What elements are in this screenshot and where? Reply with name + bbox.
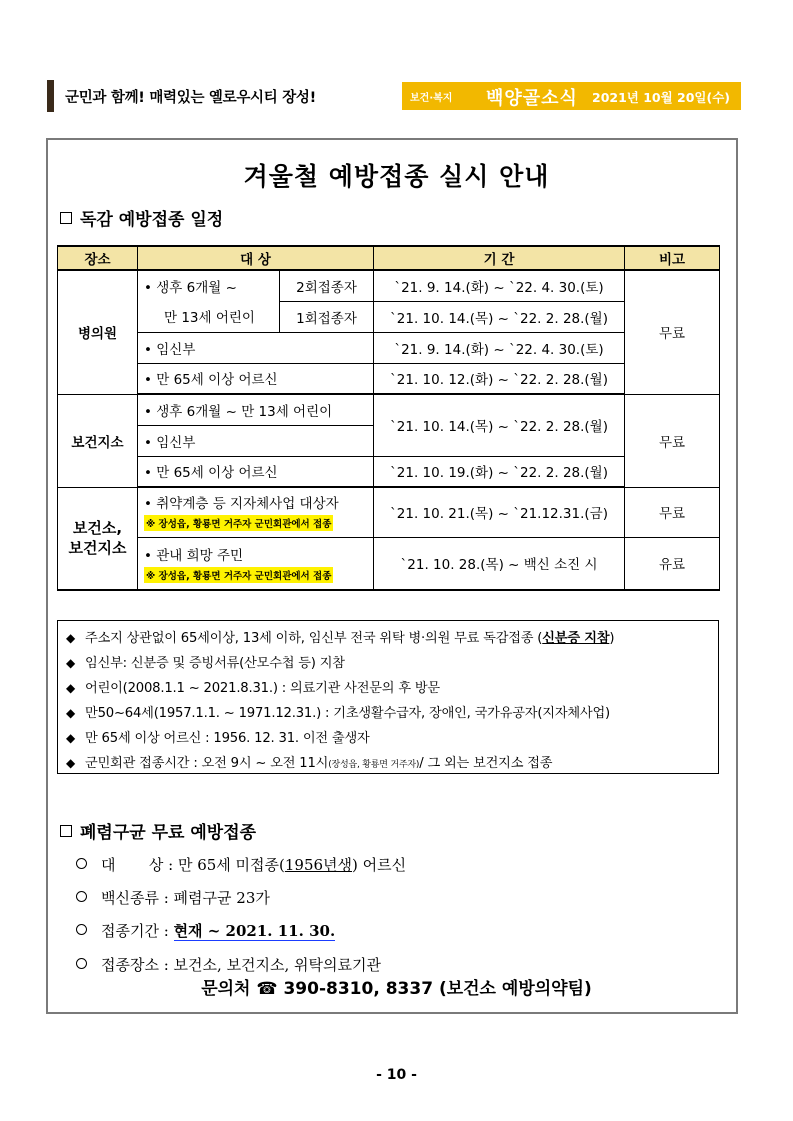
period-cell: `21. 9. 14.(화) ~ `22. 4. 30.(토) bbox=[374, 270, 625, 301]
note-text: 만50~64세(1957.1.1. ~ 1971.12.31.) : 기초생활수급자, 장애인, 국가유공자(지자체사업) bbox=[85, 706, 610, 721]
pneumo-section-heading bbox=[60, 818, 256, 843]
table-row bbox=[58, 456, 720, 487]
target-pregnant: • 임신부 bbox=[138, 425, 374, 456]
item-label: 백신종류 bbox=[101, 889, 159, 907]
pneumo-period bbox=[76, 920, 335, 941]
item-label: 접종장소 bbox=[101, 956, 159, 974]
target-vulnerable bbox=[138, 487, 374, 537]
square-bullet-icon bbox=[60, 212, 72, 224]
table-row bbox=[58, 537, 720, 590]
circle-bullet-icon bbox=[76, 891, 87, 902]
circle-bullet-icon bbox=[76, 958, 87, 969]
diamond-bullet-icon: ◆ bbox=[66, 731, 76, 745]
column-header: 장소 bbox=[58, 246, 138, 270]
item-text: : 폐렴구균 23가 bbox=[158, 889, 270, 907]
table-row bbox=[58, 363, 720, 394]
pneumo-target bbox=[76, 854, 406, 875]
period-cell: `21. 10. 28.(목) ~ 백신 소진 시 bbox=[374, 537, 625, 590]
place-branch: 보건지소 bbox=[58, 394, 138, 487]
note-line bbox=[66, 652, 345, 671]
item-text: ) 어르신 bbox=[352, 856, 407, 874]
column-header: 대 상 bbox=[138, 246, 374, 270]
diamond-bullet-icon: ◆ bbox=[66, 681, 76, 695]
item-label: 접종기간 bbox=[101, 922, 159, 940]
pneumo-heading-text: 폐렴구균 무료 예방접종 bbox=[80, 823, 257, 843]
notes-box bbox=[57, 620, 719, 774]
pneumo-vaccine bbox=[76, 887, 270, 908]
circle-bullet-icon bbox=[76, 858, 87, 869]
item-text: : 보건소, 보건지소, 위탁의료기관 bbox=[158, 956, 382, 974]
note-text: 임신부: 신분증 및 증빙서류(산모수첩 등) 지참 bbox=[85, 656, 345, 671]
page-title: 겨울철 예방접종 실시 안내 bbox=[243, 162, 550, 191]
header-date: 2021년 10월 20일(수) bbox=[592, 90, 731, 105]
dose-2: 2회접종자 bbox=[280, 270, 374, 301]
column-header: 기 간 bbox=[374, 246, 625, 270]
place-center-line2: 보건지소 bbox=[68, 539, 127, 558]
item-period-value: 현재 ~ 2021. 11. 30. bbox=[173, 922, 336, 940]
note-line bbox=[66, 627, 614, 646]
note-text: 군민회관 접종시간 : 오전 9시 ~ 오전 11시 bbox=[85, 756, 329, 771]
note-line bbox=[66, 677, 440, 696]
note-line bbox=[66, 727, 370, 746]
period-cell: `21. 10. 14.(목) ~ `22. 2. 28.(월) bbox=[374, 394, 625, 456]
period-cell: `21. 10. 12.(화) ~ `22. 2. 28.(월) bbox=[374, 363, 625, 394]
place-center bbox=[58, 487, 138, 590]
flu-schedule-table bbox=[57, 245, 720, 591]
target-elderly: • 만 65세 이상 어르신 bbox=[138, 456, 374, 487]
circle-bullet-icon bbox=[76, 924, 87, 935]
target-elderly: • 만 65세 이상 어르신 bbox=[138, 363, 374, 394]
target-child: • 생후 6개월 ~ 만 13세 어린이 bbox=[138, 394, 374, 425]
header-newsletter-box bbox=[402, 82, 741, 110]
contact-info: 문의처 ☎ 390-8310, 8337 (보건소 예방의약팀) bbox=[201, 979, 592, 999]
note-text: 어린이(2008.1.1 ~ 2021.8.31.) : 의료기관 사전문의 후 방문 bbox=[85, 681, 440, 696]
header-accent-bar bbox=[47, 80, 54, 112]
target-residents-text: • 관내 희망 주민 bbox=[144, 547, 244, 564]
location-note: ※ 장성읍, 황룡면 거주자 군민회관에서 접종 bbox=[144, 515, 333, 531]
flu-heading-text: 독감 예방접종 일정 bbox=[80, 210, 224, 230]
note-text: ) bbox=[609, 631, 615, 646]
target-child-line2: 만 13세 어린이 bbox=[138, 301, 280, 332]
note-text: / 그 외는 보건지소 접종 bbox=[419, 756, 553, 771]
dose-1: 1회접종자 bbox=[280, 301, 374, 332]
fee-cell: 유료 bbox=[625, 537, 720, 590]
square-bullet-icon bbox=[60, 825, 72, 837]
note-line bbox=[66, 752, 552, 771]
period-cell: `21. 10. 19.(화) ~ `22. 2. 28.(월) bbox=[374, 456, 625, 487]
note-line bbox=[66, 702, 610, 721]
column-header: 비고 bbox=[625, 246, 720, 270]
header-section: 보건·복지 bbox=[410, 93, 453, 104]
place-center-line1: 보건소, bbox=[72, 519, 123, 538]
note-emphasis: 신분증 지참 bbox=[542, 631, 610, 646]
note-text: 주소지 상관없이 65세이상, 13세 이하, 임신부 전국 위탁 병·의원 무료 독감접종 ( bbox=[85, 631, 543, 646]
table-row bbox=[58, 487, 720, 537]
diamond-bullet-icon: ◆ bbox=[66, 631, 76, 645]
diamond-bullet-icon: ◆ bbox=[66, 756, 76, 770]
target-residents bbox=[138, 537, 374, 590]
header-slogan: 군민과 함께! 매력있는 옐로우시티 장성! bbox=[65, 90, 316, 106]
page-number: - 10 - bbox=[376, 1067, 417, 1083]
fee-cell: 무료 bbox=[625, 394, 720, 487]
page-header bbox=[47, 80, 741, 112]
location-note: ※ 장성읍, 황룡면 거주자 군민회관에서 접종 bbox=[144, 567, 333, 583]
flu-section-heading bbox=[60, 205, 223, 230]
table-row bbox=[58, 394, 720, 425]
pneumo-place bbox=[76, 954, 381, 975]
table-row bbox=[58, 332, 720, 363]
item-year: 1956년생 bbox=[284, 856, 353, 874]
place-hospital: 병의원 bbox=[58, 270, 138, 394]
item-label: 대 상 bbox=[101, 856, 164, 874]
period-cell: `21. 10. 14.(목) ~ `22. 2. 28.(월) bbox=[374, 301, 625, 332]
diamond-bullet-icon: ◆ bbox=[66, 656, 76, 670]
diamond-bullet-icon: ◆ bbox=[66, 706, 76, 720]
period-cell: `21. 9. 14.(화) ~ `22. 4. 30.(토) bbox=[374, 332, 625, 363]
fee-cell: 무료 bbox=[625, 270, 720, 394]
target-pregnant: • 임신부 bbox=[138, 332, 374, 363]
table-row bbox=[58, 270, 720, 301]
table-header-row bbox=[58, 246, 720, 270]
target-child-line1: • 생후 6개월 ~ bbox=[138, 270, 280, 301]
header-newsletter-name: 백양골소식 bbox=[486, 88, 578, 109]
target-vulnerable-text: • 취약계층 등 지자체사업 대상자 bbox=[144, 496, 339, 512]
table-row bbox=[58, 301, 720, 332]
item-text: : bbox=[158, 922, 174, 940]
fee-cell: 무료 bbox=[625, 487, 720, 537]
note-text: 만 65세 이상 어르신 : 1956. 12. 31. 이전 출생자 bbox=[85, 731, 370, 746]
note-small-text: (장성읍, 황룡면 거주자) bbox=[328, 760, 420, 770]
period-cell: `21. 10. 21.(목) ~ `21.12.31.(금) bbox=[374, 487, 625, 537]
item-text: : 만 65세 미접종( bbox=[163, 856, 285, 874]
